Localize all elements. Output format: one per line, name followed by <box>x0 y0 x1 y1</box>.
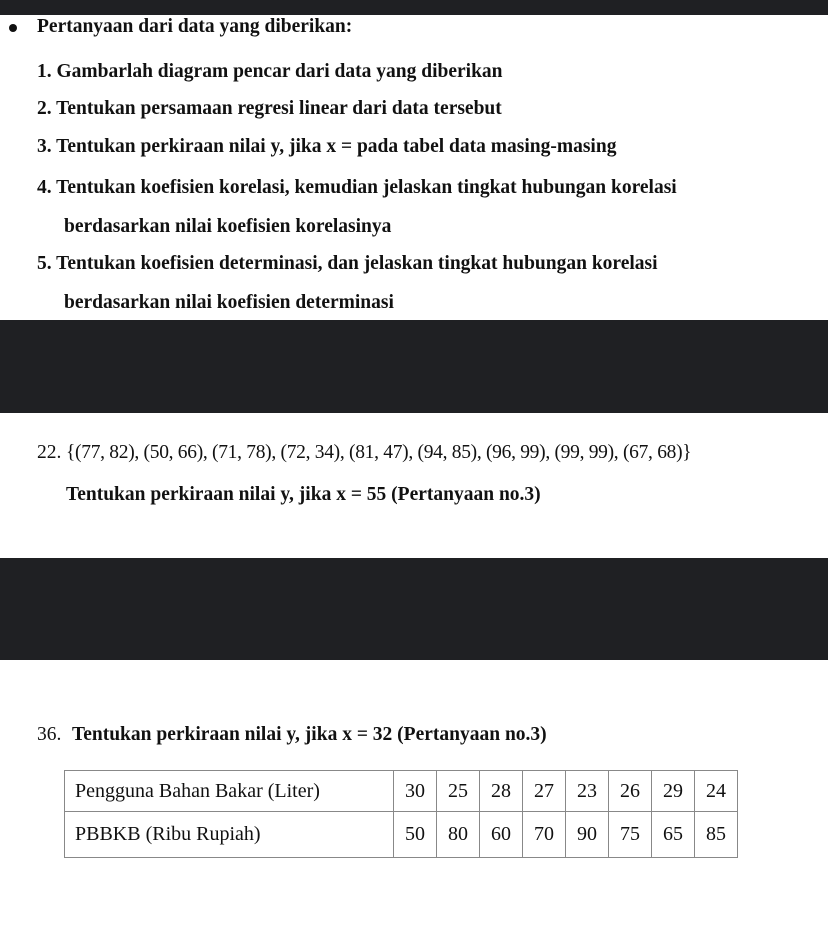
dark-band-top <box>0 0 828 15</box>
problem-22-question: Tentukan perkiraan nilai y, jika x = 55 (Pertanyaan no.3) <box>66 484 541 505</box>
cell: 24 <box>695 771 738 812</box>
question-5-cont: berdasarkan nilai koefisien determinasi <box>64 292 394 313</box>
cell: 30 <box>394 771 437 812</box>
cell: 60 <box>480 812 523 858</box>
row-label: PBBKB (Ribu Rupiah) <box>65 812 394 858</box>
cell: 26 <box>609 771 652 812</box>
problem-22-number: 22. <box>37 442 62 463</box>
question-3: 3. Tentukan perkiraan nilai y, jika x = pada tabel data masing-masing <box>37 136 617 157</box>
cell: 85 <box>695 812 738 858</box>
cell: 70 <box>523 812 566 858</box>
cell: 28 <box>480 771 523 812</box>
table-row <box>65 771 738 812</box>
questions-heading: Pertanyaan dari data yang diberikan: <box>37 16 353 37</box>
question-4: 4. Tentukan koefisien korelasi, kemudian jelaskan tingkat hubungan korelasi <box>37 177 677 198</box>
question-1: 1. Gambarlah diagram pencar dari data yang diberikan <box>37 61 503 82</box>
cell: 27 <box>523 771 566 812</box>
question-4-cont: berdasarkan nilai koefisien korelasinya <box>64 216 392 237</box>
dark-band-middle <box>0 320 828 413</box>
problem-36-number: 36. <box>37 724 62 745</box>
data-table <box>64 770 738 858</box>
question-5: 5. Tentukan koefisien determinasi, dan jelaskan tingkat hubungan korelasi <box>37 253 658 274</box>
problem-22-dataset: {(77, 82), (50, 66), (71, 78), (72, 34), (81, 47), (94, 85), (96, 99), (99, 99), (67, 68)} <box>66 442 692 463</box>
cell: 23 <box>566 771 609 812</box>
cell: 65 <box>652 812 695 858</box>
problem-36-question: Tentukan perkiraan nilai y, jika x = 32 (Pertanyaan no.3) <box>72 724 547 745</box>
cell: 90 <box>566 812 609 858</box>
bullet-icon <box>9 24 17 32</box>
table-row <box>65 812 738 858</box>
cell: 80 <box>437 812 480 858</box>
cell: 29 <box>652 771 695 812</box>
dark-band-lower <box>0 558 828 660</box>
cell: 25 <box>437 771 480 812</box>
question-2: 2. Tentukan persamaan regresi linear dari data tersebut <box>37 98 502 119</box>
cell: 50 <box>394 812 437 858</box>
cell: 75 <box>609 812 652 858</box>
row-label: Pengguna Bahan Bakar (Liter) <box>65 771 394 812</box>
